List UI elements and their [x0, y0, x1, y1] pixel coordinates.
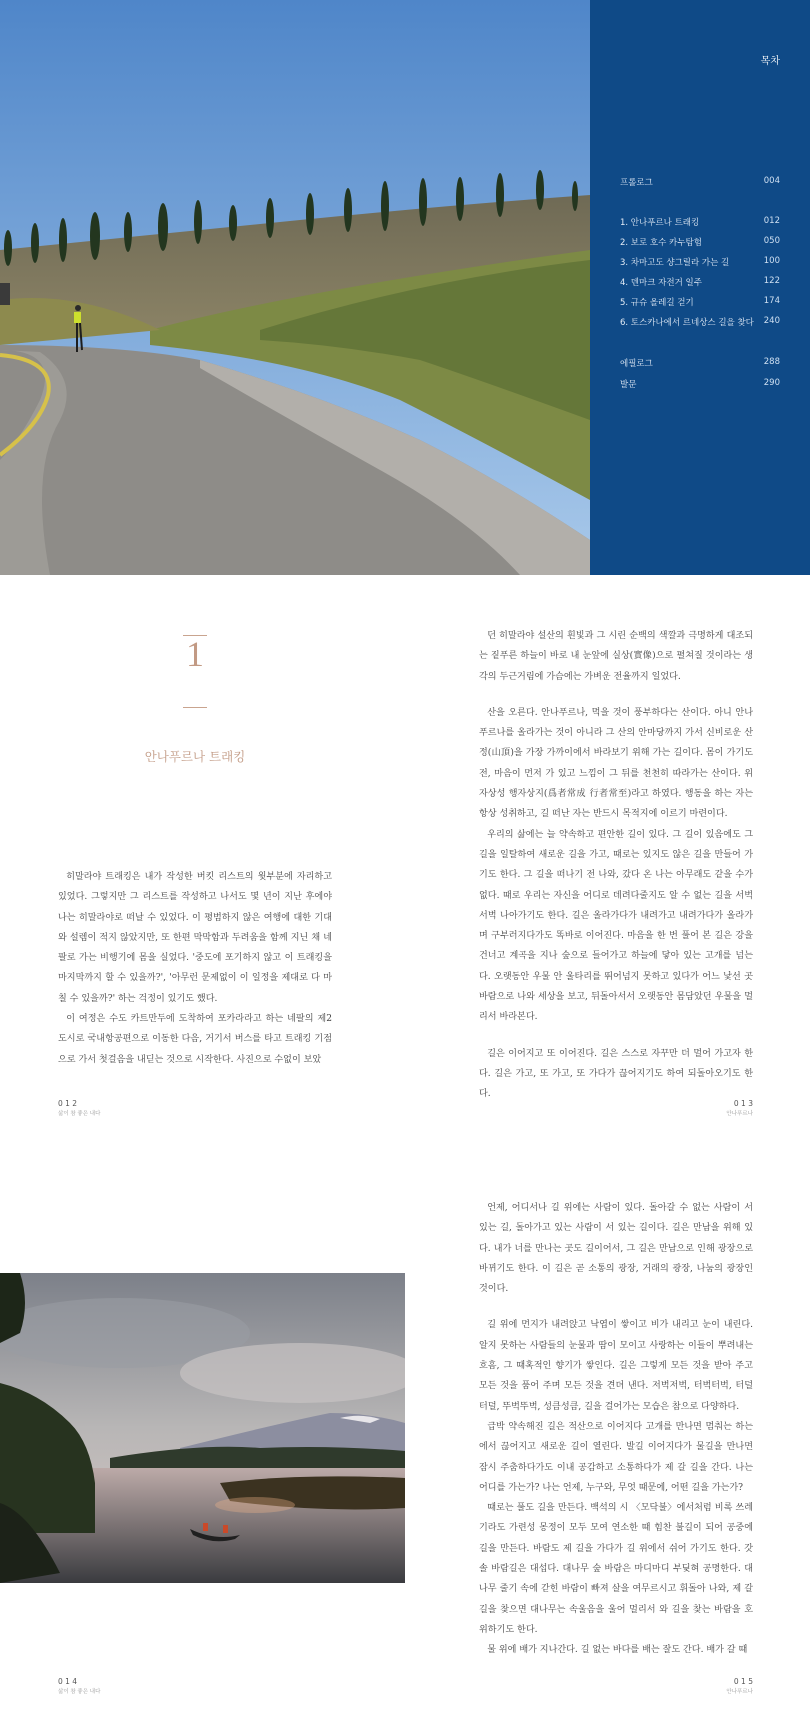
toc-entry-page: 290 — [763, 378, 780, 388]
page-number: 0 1 2 — [58, 1099, 78, 1108]
folio — [58, 1677, 100, 1697]
page-left — [0, 1130, 405, 1724]
paragraph: 산을 오른다. 안나푸르나, 먹을 것이 풍부하다는 산이다. 아니 안나푸르나를 올라가는 것이 아니라 그 산의 안마당까지 가서 신비로운 산정(山頂)을 가장 가까이에서 바라보기 위해 가는 길이다. 몸이 가기도 전, 마음이 먼저 가 있고 느낌이 그 뒤를 천천히 따라가는 산이다. 위자상성 행자상지(爲者常成 行者常至)라고 하였다. 행동을 하는 자는 항상 성취하고, 길 떠난 자는 반드시 목적지에 이르기 마련이다. — [479, 707, 753, 820]
toc-entry-page: 288 — [763, 357, 780, 367]
page-right — [405, 575, 810, 1130]
toc-entry-page: 174 — [763, 296, 780, 306]
paragraph: 길 위에 먼지가 내려앉고 낙엽이 쌓이고 비가 내리고 눈이 내린다. 알지 못하는 사람들의 눈물과 땀이 모이고 사랑하는 이들이 뿌려내는 흐흠, 그 때혹적인 향기가 쌓인다. 길은 그렇게 모든 것을 받아 주고 모든 것을 품어 주며 모든 것을 견뎌 낸다. 저벅저벅, 터벅터벅, 터덜터덜, 뚜벅뚜벅, 성큼성큼, 길을 걸어가는 모습은 참으로 다양하다. — [479, 1320, 753, 1412]
toc-entry[interactable] — [620, 256, 780, 268]
body-text — [479, 626, 753, 1105]
lake-canoe-photo — [0, 1273, 405, 1583]
running-head: 안나푸르나 — [726, 1111, 753, 1117]
toc-entry-label: 2. 보로 호수 카누탐험 — [620, 238, 702, 248]
paragraph: 언제, 어디서나 길 위에는 사람이 있다. 돌아갈 수 없는 사람이 서 있는 길, 돌아가고 있는 사람이 서 있는 길이다. 길은 만남을 위해 있다. 내가 너를 만나는 곳도 길이어서, 그 길은 만남으로 인해 광장으로 바뀌기도 한다. 이 길은 곧 소통의 광장, 거래의 광장, 나눔의 광장인 것이다. — [479, 1203, 753, 1295]
page-number: 0 1 4 — [58, 1677, 78, 1686]
toc-entry[interactable] — [620, 236, 780, 248]
chapter-opening-spread — [0, 575, 810, 1130]
table-of-contents — [590, 0, 810, 575]
toc-entry[interactable] — [620, 296, 780, 308]
toc-entry-label: 1. 안나푸르나 트래킹 — [620, 218, 700, 228]
page-right — [405, 1130, 810, 1724]
toc-entry-page: 050 — [763, 236, 780, 246]
paragraph: 때로는 풀도 길을 만든다. 백석의 시 〈모닥불〉에서처럼 비록 쓰레기라도 가련성 몽정이 모두 모여 연소한 때 힘찬 불길이 되어 공중에 길을 만든다. 바람도 제 길을 가다가 길 위에서 쉬어 가기도 한다. 갓 솔 바람길은 대섭다. 대나무 숲 바람은 마디마디 부딪혀 공명한다. 대나무 줄기 속에 갇힌 바람이 빠져 살을 여무르시고 휘돌아 나와, 제 갈 길을 찾으면 대나무는 속울음을 울어 멀리서 와 길을 찾는 바람을 호위하기도 한다. — [479, 1503, 753, 1635]
toc-entry[interactable] — [620, 357, 780, 369]
page-number: 0 1 3 — [733, 1099, 753, 1108]
toc-entry-page: 100 — [763, 256, 780, 266]
toc-entry[interactable] — [620, 176, 780, 188]
toc-entry-label: 프롤로그 — [620, 178, 653, 188]
toc-entry-page: 240 — [763, 316, 780, 326]
toc-title: 목차 — [760, 56, 780, 67]
folio — [726, 1677, 753, 1697]
running-head: 삶이 참 좋은 내다 — [58, 1111, 101, 1117]
toc-entry[interactable] — [620, 276, 780, 288]
toc-entry-page: 004 — [763, 176, 780, 186]
paragraph: 물 위에 배가 지나간다. 길 없는 바다를 배는 잘도 간다. 배가 갈 때 — [487, 1645, 748, 1656]
toc-entry-page: 012 — [763, 216, 780, 226]
page-number: 0 1 5 — [733, 1677, 753, 1686]
paragraph: 우리의 삶에는 늘 약속하고 편안한 길이 있다. 그 길이 있음에도 그 길을 일탈하여 새로운 길을 가고, 때로는 있지도 않은 길을 만들어 가기도 한다. 그 길을 떠나기 전 나와, 갔다 온 나는 아무래도 같을 수가 없다. 때로 우리는 자신을 어디로 데려다줄지도 알 수 없는 길을 서벅서벅 나아가기도 한다. 길은 올라가다가 내려가고 내려가다가 올라가며 구부러지다가도 똑바로 이어진다. 마음을 한 번 풀어 본 길은 강을 건너고 계곡을 지나 숲으로 들어가고 하늘에 닿아 있는 고개를 넘는다. 오랫동안 우물 안 울타리를 뛰어넘지 못하고 있다가 어느 낯선 곳 바람으로 나와 세상을 보고, 뒤돌아서서 오랫동안 몸담았던 우물을 멀리서 바라본다. — [479, 829, 753, 1023]
toc-entry-label: 발문 — [620, 380, 637, 390]
toc-entry-label: 5. 규슈 올레길 걷기 — [620, 298, 694, 308]
paragraph: 이 여정은 수도 카트만두에 도착하여 포카라라고 하는 네팔의 제2도시로 국내항공편으로 이동한 다음, 거기서 버스를 타고 트래킹 기점으로 가서 첫걸음을 내딛는 것으로 시작한다. 사진으로 수없이 보았 — [58, 1014, 332, 1065]
toc-entry-label: 에필로그 — [620, 359, 653, 369]
toc-spread — [0, 0, 810, 575]
paragraph: 급박 약속해진 길은 적산으로 이어지다 고개를 만나면 멈춰는 하는 에서 끊어지고 새로운 길이 열린다. 발길 이어지다가 물길을 만나면 잠시 주춤하다가도 이내 공감하고 소통하다가 제 갈 길을 간다. 나는 어디를 가는가? 나는 언제, 누구와, 무엇 때문에, 어떤 길을 가는가? — [479, 1421, 753, 1493]
toc-entry-label: 4. 덴마크 자전거 일주 — [620, 278, 702, 288]
toc-entry-page: 122 — [763, 276, 780, 286]
toc-entry[interactable] — [620, 216, 780, 228]
chapter-title: 안나푸르나 트래킹 — [144, 749, 246, 764]
chapter-rule-bottom — [183, 707, 207, 708]
folio — [726, 1099, 753, 1119]
toc-entry-label: 3. 차마고도 샹그릴라 가는 길 — [620, 258, 730, 268]
paragraph: 길은 이어지고 또 이어진다. 길은 스스로 자꾸만 더 멀어 가고자 한다. 길은 가고, 또 가고, 또 가다가 끊어지기도 하여 되돌아오기도 한다. — [479, 1048, 753, 1100]
toc-entry[interactable] — [620, 316, 780, 328]
toc-entry[interactable] — [620, 378, 780, 390]
body-text — [479, 1198, 753, 1661]
road-cypress-photo — [0, 0, 590, 575]
paragraph: 히말라야 트래킹은 내가 작성한 버킷 리스트의 윗부분에 자리하고 있었다. 그렇지만 그 리스트를 작성하고 나서도 몇 년이 지난 후에야 나는 히말라야로 떠날 수 있었다. 이 평범하지 않은 여행에 대한 기대와 설렘이 적지 않았지만, 또 한편 막막함과 두려움을 함께 지닌 채 네팔로 가는 비행기에 몸을 실었다. '중도에 포기하지 않고 이 트래킹을 마지막까지 할 수 있을까?', '아무런 문제없이 이 일정을 제대로 다 마칠 수 있을까?' 하는 걱정이 있기도 했다. — [58, 872, 332, 1004]
paragraph: 던 히말라야 설산의 흰빛과 그 시린 순백의 색깔과 극명하게 대조되는 짙푸른 하늘이 바로 내 눈앞에 실상(實像)으로 펼쳐질 것이라는 생각의 두근거림에 가슴에는 가벼운 전율까지 일었다. — [479, 631, 753, 682]
page-left — [0, 575, 405, 1130]
lake-spread — [0, 1130, 810, 1724]
chapter-number: 1 — [186, 634, 204, 674]
body-text — [58, 867, 332, 1070]
running-head: 삶이 참 좋은 내다 — [58, 1689, 101, 1695]
running-head: 안나푸르나 — [726, 1689, 753, 1695]
folio — [58, 1099, 100, 1119]
toc-entry-label: 6. 토스카나에서 르네상스 길을 찾다 — [620, 318, 754, 328]
